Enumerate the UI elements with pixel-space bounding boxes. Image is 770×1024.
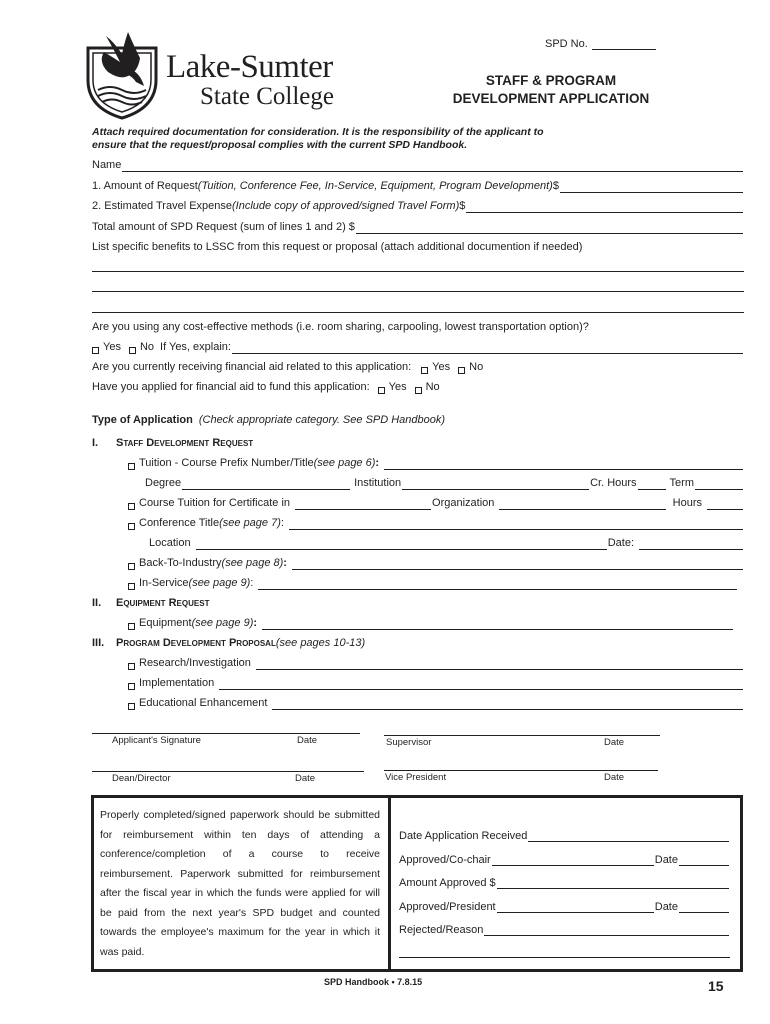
conference-label: Conference Title [139, 517, 220, 529]
fin-aid-applied-yes-checkbox[interactable] [378, 387, 385, 394]
amount-request-field[interactable] [560, 183, 743, 193]
inservice-label: In-Service [139, 577, 189, 589]
bti-note: (see page 8) [221, 557, 284, 569]
institution-field[interactable] [402, 480, 589, 490]
fin-aid-row [92, 361, 744, 374]
fin-aid-applied-row [92, 381, 744, 394]
benefits-row [92, 241, 744, 254]
section-2-title: Equipment Request [116, 597, 210, 609]
educational-row [128, 697, 744, 710]
degree-row [145, 477, 744, 490]
section-3-title: Program Development Proposal [116, 637, 276, 649]
implementation-field[interactable] [219, 680, 743, 690]
implementation-label: Implementation [139, 677, 215, 689]
tuition-checkbox[interactable] [128, 463, 135, 470]
certificate-row [128, 497, 744, 510]
reimbursement-notice: Properly completed/signed paperwork should be submitted for reimbursement within ten days of attending a conference/completion of a course to receive reimbursement. Paperwork submitted for reimbursement after the fiscal year in which the funds were applied for will be paid from the next year's SPD budget and counted towards the employee's maximum for the year in which it was paid. [100, 809, 380, 958]
total-field[interactable] [356, 224, 743, 234]
date-received-row [399, 830, 730, 842]
location-row [149, 537, 744, 550]
bti-checkbox[interactable] [128, 563, 135, 570]
cost-no-checkbox[interactable] [129, 347, 136, 354]
box-divider [388, 798, 391, 969]
conference-field[interactable] [289, 520, 743, 530]
cochair-field[interactable] [492, 856, 654, 866]
conference-date-label: Date: [607, 537, 634, 549]
hours-label: Hours [672, 497, 702, 509]
cr-hours-field[interactable] [638, 480, 666, 490]
college-seal [84, 28, 160, 120]
logo-line-2: State College [200, 83, 334, 110]
total-row [92, 221, 744, 234]
cost-yes-checkbox[interactable] [92, 347, 99, 354]
applicant-date-label: Date [297, 735, 318, 746]
amount-request-label: 1. Amount of Request [92, 180, 198, 192]
inservice-row [128, 577, 738, 590]
spd-number-label: SPD No. [545, 38, 588, 50]
fin-aid-applied-question: Have you applied for financial aid to fund this application: [92, 381, 370, 393]
applicant-signature-line[interactable] [92, 733, 360, 734]
bti-field[interactable] [292, 560, 743, 570]
research-field[interactable] [256, 660, 743, 670]
educational-label: Educational Enhancement [139, 697, 268, 709]
amount-approved-row [399, 877, 730, 889]
intro-line-1: Attach required documentation for consideration. It is the responsibility of the applicant to [92, 126, 544, 138]
conference-date-field[interactable] [639, 540, 743, 550]
dean-signature-line[interactable] [92, 771, 364, 772]
implementation-checkbox[interactable] [128, 683, 135, 690]
footer-handbook: SPD Handbook • 7.8.15 [324, 977, 423, 987]
intro-line-2: ensure that the request/proposal complies with the current SPD Handbook. [92, 139, 468, 151]
fin-aid-yes-checkbox[interactable] [421, 367, 428, 374]
benefits-label: List specific benefits to LSSC from this request or proposal (attach additional documention if needed) [92, 241, 583, 253]
logo-wordmark [166, 50, 334, 110]
benefits-line-3[interactable] [92, 312, 744, 313]
president-field[interactable] [497, 903, 654, 913]
term-label: Term [669, 477, 694, 489]
equipment-colon: : [253, 617, 258, 629]
educational-field[interactable] [272, 700, 743, 710]
travel-note: (Include copy of approved/signed Travel Form) [232, 200, 460, 212]
research-row [128, 657, 744, 670]
benefits-line-2[interactable] [92, 291, 744, 292]
vp-label: Vice President [385, 772, 447, 783]
spd-number [545, 38, 657, 50]
president-date-label: Date [654, 901, 678, 913]
conference-row [128, 517, 744, 530]
logo-line-1: Lake-Sumter [166, 49, 333, 85]
amount-request-dollar: $ [552, 180, 559, 192]
term-field[interactable] [695, 480, 743, 490]
date-received-label: Date Application Received [399, 830, 528, 842]
name-field[interactable] [122, 162, 743, 172]
cost-yes-label: Yes [103, 341, 121, 353]
section-2-row [92, 597, 744, 610]
section-3-row [92, 637, 744, 650]
vp-date-label: Date [604, 772, 625, 783]
section-1-title: Staff Development Request [116, 437, 254, 449]
type-heading-row [92, 414, 744, 427]
cost-question-row [92, 321, 744, 334]
dean-date-label: Date [295, 773, 316, 784]
name-label: Name [92, 159, 122, 171]
equipment-checkbox[interactable] [128, 623, 135, 630]
page-number: 15 [708, 978, 724, 994]
cochair-date-label: Date [654, 854, 678, 866]
tuition-note: (see page 6) [313, 457, 376, 469]
total-label: Total amount of SPD Request (sum of lines 1 and 2) $ [92, 221, 355, 233]
vp-signature-line[interactable] [384, 770, 658, 771]
fin-aid-question: Are you currently receiving financial aid related to this application: [92, 361, 412, 373]
cost-explain-label: If Yes, explain: [160, 341, 231, 353]
amount-request-note: (Tuition, Conference Fee, In-Service, Equipment, Program Development) [197, 180, 553, 192]
tuition-label: Tuition - Course Prefix Number/Title [139, 457, 314, 469]
institution-label: Institution [354, 477, 402, 489]
certificate-field[interactable] [295, 500, 431, 510]
dean-label: Dean/Director [112, 773, 171, 784]
rejected-label: Rejected/Reason [399, 924, 484, 936]
section-3-note: (see pages 10-13) [275, 637, 366, 649]
conference-colon: : [280, 517, 284, 529]
tuition-row [128, 457, 744, 470]
bti-label: Back-To-Industry [139, 557, 222, 569]
degree-field[interactable] [182, 480, 350, 490]
equipment-field[interactable] [262, 620, 733, 630]
conference-note: (see page 7) [219, 517, 281, 529]
cochair-date-field[interactable] [679, 856, 729, 866]
fin-aid-no-checkbox[interactable] [458, 367, 465, 374]
cochair-label: Approved/Co-chair [399, 854, 491, 866]
tuition-field[interactable] [384, 460, 743, 470]
equipment-label: Equipment [139, 617, 192, 629]
travel-label: 2. Estimated Travel Expense [92, 200, 233, 212]
inservice-note: (see page 9) [188, 577, 251, 589]
inservice-colon: : [250, 577, 254, 589]
inservice-checkbox[interactable] [128, 583, 135, 590]
form-title-line-2: DEVELOPMENT APPLICATION [452, 91, 650, 106]
supervisor-label: Supervisor [386, 737, 432, 748]
cost-no-label: No [139, 341, 155, 353]
educational-checkbox[interactable] [128, 703, 135, 710]
cost-answer-row [92, 341, 744, 354]
spd-number-field[interactable] [592, 40, 656, 50]
section-1-row [92, 437, 744, 450]
equipment-note: (see page 9) [191, 617, 254, 629]
benefits-line-1[interactable] [92, 271, 744, 272]
fin-aid-applied-no-label: No [425, 381, 440, 393]
cr-hours-label: Cr. Hours [590, 477, 637, 489]
supervisor-date-label: Date [604, 737, 625, 748]
section-1-number: I. [92, 437, 99, 449]
travel-row [92, 200, 744, 213]
location-field[interactable] [196, 540, 607, 550]
implementation-row [128, 677, 744, 690]
applicant-signature-label: Applicant's Signature [112, 735, 201, 746]
president-row [399, 901, 730, 913]
research-checkbox[interactable] [128, 663, 135, 670]
type-heading: Type of Application [92, 414, 193, 426]
form-title [440, 72, 662, 108]
office-use-box [91, 795, 743, 972]
type-heading-note: (Check appropriate category. See SPD Handbook) [198, 414, 446, 426]
conference-checkbox[interactable] [128, 523, 135, 530]
organization-label: Organization [432, 497, 495, 509]
section-2-number: II. [92, 597, 102, 609]
tuition-colon: : [375, 457, 380, 469]
president-date-field[interactable] [679, 903, 729, 913]
fin-aid-yes-label: Yes [432, 361, 451, 373]
fin-aid-applied-no-checkbox[interactable] [415, 387, 422, 394]
supervisor-signature-line[interactable] [384, 735, 660, 736]
cost-question: Are you using any cost-effective methods (i.e. room sharing, carpooling, lowest transportation option)? [92, 321, 589, 333]
amount-approved-field[interactable] [497, 879, 729, 889]
amount-approved-label: Amount Approved $ [399, 877, 496, 889]
section-3-number: III. [92, 637, 105, 649]
intro-text [92, 126, 544, 152]
cochair-row [399, 854, 730, 866]
travel-field[interactable] [466, 203, 743, 213]
bti-colon: : [283, 557, 287, 569]
organization-field[interactable] [499, 500, 665, 510]
bti-row [128, 557, 744, 570]
name-row [92, 159, 744, 172]
fin-aid-applied-yes-label: Yes [388, 381, 407, 393]
research-label: Research/Investigation [139, 657, 251, 669]
certificate-label: Course Tuition for Certificate in [139, 497, 291, 509]
rejected-field[interactable] [484, 926, 729, 936]
form-title-line-1: STAFF & PROGRAM [485, 73, 617, 88]
location-label: Location [149, 537, 191, 549]
cost-explain-field[interactable] [232, 344, 743, 354]
equipment-row [128, 617, 734, 630]
certificate-checkbox[interactable] [128, 503, 135, 510]
amount-request-row [92, 180, 744, 193]
degree-label: Degree [145, 477, 182, 489]
president-label: Approved/President [399, 901, 496, 913]
hours-field[interactable] [707, 500, 743, 510]
rejected-row [399, 924, 730, 936]
date-received-field[interactable] [528, 832, 729, 842]
rejected-reason-line-2[interactable] [399, 957, 730, 958]
inservice-field[interactable] [258, 580, 737, 590]
travel-dollar: $ [459, 200, 466, 212]
fin-aid-no-label: No [469, 361, 484, 373]
